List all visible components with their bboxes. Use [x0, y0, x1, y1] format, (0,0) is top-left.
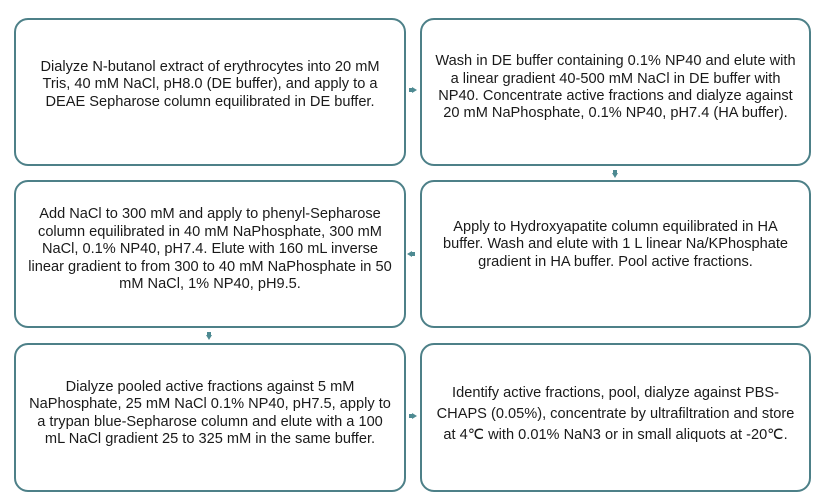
step-6-text: Identify active fractions, pool, dialyze against PBS-CHAPS (0.05%), concentrate by ultrafiltration and store at 4℃ with 0.01% NaN3 or in small aliquots at -20℃. — [436, 385, 795, 443]
step-4-text: Apply to Hydroxyapatite column equilibrated in HA buffer. Wash and elute with 1 L linear Na/KPhosphate gradient in HA buffer. Pool active fractions. — [442, 218, 789, 270]
step-3-text: Add NaCl to 300 mM and apply to phenyl-Sepharose column equilibrated in 40 mM NaPhosphate, 300 mM NaCl, 0.1% NP40, pH7.4. Elute with 160 mL inverse linear gradient to from 300 to 40 mM NaPhosphate in 50 mM NaCl, 1% NP40, pH9.5. — [28, 206, 392, 293]
step-box-2-wash-elute — [420, 18, 811, 166]
step-box-4-hydroxyapatite — [420, 180, 811, 328]
arrow-right-icon — [412, 413, 417, 419]
step-box-5-trypan-blue — [14, 343, 406, 492]
step-5-text: Dialyze pooled active fractions against 5 mM NaPhosphate, 25 mM NaCl 0.1% NP40, pH7.5, apply to a trypan blue-Sepharose column and elute with a 100 mL NaCl gradient 25 to 325 mM in the same buffer. — [29, 378, 391, 447]
arrow-left-icon — [407, 251, 412, 257]
arrow-down-icon — [206, 335, 212, 340]
step-box-3-phenyl-sepharose — [14, 180, 406, 328]
step-2-text: Wash in DE buffer containing 0.1% NP40 and elute with a linear gradient 40-500 mM NaCl in DE buffer with NP40. Concentrate active fractions and dialyze against 20 mM NaPhosphate, 0.1% NP40, pH7.4 (HA buffer). — [435, 53, 796, 122]
step-1-text: Dialyze N-butanol extract of erythrocytes into 20 mM Tris, 40 mM NaCl, pH8.0 (DE buffer), and apply to a DEAE Sepharose column equilibrated in DE buffer. — [40, 58, 380, 110]
arrow-down-icon — [612, 173, 618, 178]
step-box-6-identify-store — [420, 343, 811, 492]
arrow-right-icon — [412, 87, 417, 93]
step-box-1-dialyze-deae — [14, 18, 406, 166]
